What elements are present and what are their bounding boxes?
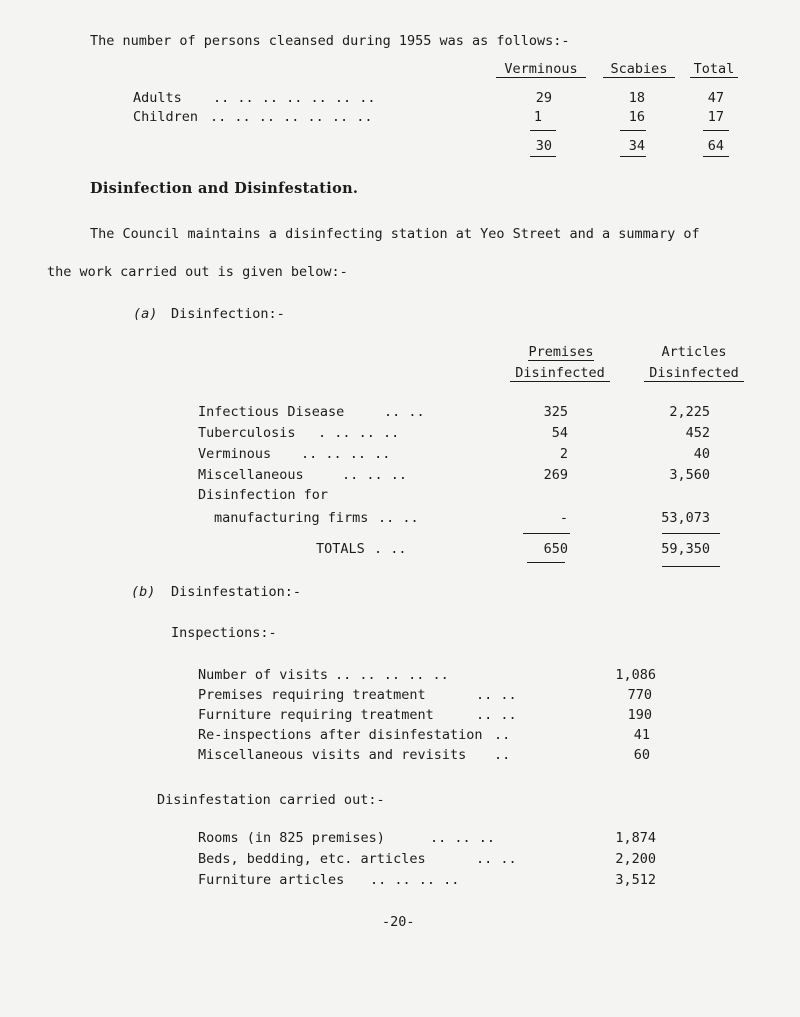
cell-value: 770 — [627, 687, 652, 703]
row-label: Tuberculosis — [198, 425, 296, 441]
total-premises: 650 — [543, 541, 568, 557]
section-marker-b: (b) — [131, 584, 156, 600]
row-leader: .. .. .. .. — [301, 446, 391, 462]
row-label: Miscellaneous — [198, 467, 304, 483]
row-leader: .. .. — [378, 510, 419, 526]
row-label: Furniture requiring treatment — [198, 707, 434, 723]
page-number: -20- — [382, 914, 415, 930]
header-premises-disinfected: Disinfected — [510, 365, 610, 382]
row-label: Adults — [133, 90, 182, 106]
cell-premises: 2 — [559, 446, 568, 462]
row-leader: .. — [494, 747, 511, 763]
section-title: Disinfection and Disinfestation. — [90, 180, 359, 197]
rule — [703, 156, 729, 157]
cell-articles: 452 — [685, 425, 710, 441]
row-label: Furniture articles — [198, 872, 345, 888]
cell-value: 1,086 — [615, 667, 656, 683]
cell-total: 47 — [707, 90, 724, 106]
cell-premises: 54 — [551, 425, 568, 441]
cell-premises: - — [559, 510, 568, 526]
row-label: Disinfection for — [198, 487, 329, 503]
row-leader: .. — [494, 727, 511, 743]
header-premises: Premises — [528, 344, 594, 360]
inspections-title: Inspections:- — [171, 625, 277, 641]
row-leader: .. .. — [476, 687, 517, 703]
rule — [530, 130, 556, 131]
cell-articles: 2,225 — [669, 404, 710, 420]
row-leader: .. .. .. — [342, 467, 408, 483]
section-marker-a: (a) — [133, 306, 158, 322]
row-leader: .. .. .. .. .. .. .. — [213, 90, 376, 106]
paragraph-line-1: The Council maintains a disinfecting station at Yeo Street and a summary of — [90, 226, 700, 242]
row-label-continued: manufacturing firms — [214, 510, 369, 526]
total-verminous: 30 — [535, 138, 552, 154]
row-leader: .. .. .. .. .. — [335, 667, 449, 683]
row-leader: .. .. — [384, 404, 425, 420]
row-label: Premises requiring treatment — [198, 687, 426, 703]
cell-scabies: 16 — [628, 109, 645, 125]
row-leader: .. .. .. .. .. .. .. — [210, 109, 373, 125]
row-leader: . .. .. .. — [318, 425, 400, 441]
row-label: Beds, bedding, etc. articles — [198, 851, 426, 867]
carried-out-title: Disinfestation carried out:- — [157, 792, 385, 808]
cell-premises: 269 — [543, 467, 568, 483]
cell-value: 1,874 — [615, 830, 656, 846]
row-label: Miscellaneous visits and revisits — [198, 747, 467, 763]
rule — [530, 156, 556, 157]
row-leader: .. .. .. .. — [370, 872, 460, 888]
cell-articles: 40 — [693, 446, 710, 462]
intro-text: The number of persons cleansed during 1955 was as follows:- — [90, 33, 570, 49]
cell-value: 2,200 — [615, 851, 656, 867]
rule — [620, 130, 646, 131]
total-total: 64 — [707, 138, 724, 154]
row-label: Verminous — [198, 446, 272, 462]
rule — [523, 533, 570, 534]
header-articles: Articles — [661, 344, 727, 360]
rule — [620, 156, 646, 157]
row-leader: .. .. — [476, 707, 517, 723]
row-label: Rooms (in 825 premises) — [198, 830, 385, 846]
total-articles: 59,350 — [661, 541, 710, 557]
row-label: Infectious Disease — [198, 404, 345, 420]
cell-premises: 325 — [543, 404, 568, 420]
cell-articles: 3,560 — [669, 467, 710, 483]
cell-articles: 53,073 — [661, 510, 710, 526]
cell-total: 17 — [707, 109, 724, 125]
row-label: Number of visits — [198, 667, 329, 683]
rule — [662, 533, 720, 534]
cell-scabies: 18 — [628, 90, 645, 106]
header-verminous: Verminous — [496, 61, 586, 78]
totals-leader: . .. — [374, 541, 407, 557]
paragraph-line-2: the work carried out is given below:- — [47, 264, 348, 280]
cell-verminous: 29 — [535, 90, 552, 106]
cell-verminous: 1 — [533, 109, 542, 125]
header-articles-disinfected: Disinfected — [644, 365, 744, 382]
rule — [527, 562, 565, 563]
disinfection-title: Disinfection:- — [171, 306, 285, 322]
header-total: Total — [690, 61, 738, 78]
row-leader: .. .. .. — [430, 830, 496, 846]
rule — [662, 566, 720, 567]
cell-value: 41 — [633, 727, 650, 743]
totals-label: TOTALS — [316, 541, 365, 557]
cell-value: 190 — [627, 707, 652, 723]
header-scabies: Scabies — [603, 61, 675, 78]
cell-value: 60 — [633, 747, 650, 763]
row-leader: .. .. — [476, 851, 517, 867]
cell-value: 3,512 — [615, 872, 656, 888]
rule — [703, 130, 729, 131]
row-label: Re-inspections after disinfestation — [198, 727, 483, 743]
row-label: Children — [133, 109, 199, 125]
total-scabies: 34 — [628, 138, 645, 154]
disinfestation-title: Disinfestation:- — [171, 584, 302, 600]
